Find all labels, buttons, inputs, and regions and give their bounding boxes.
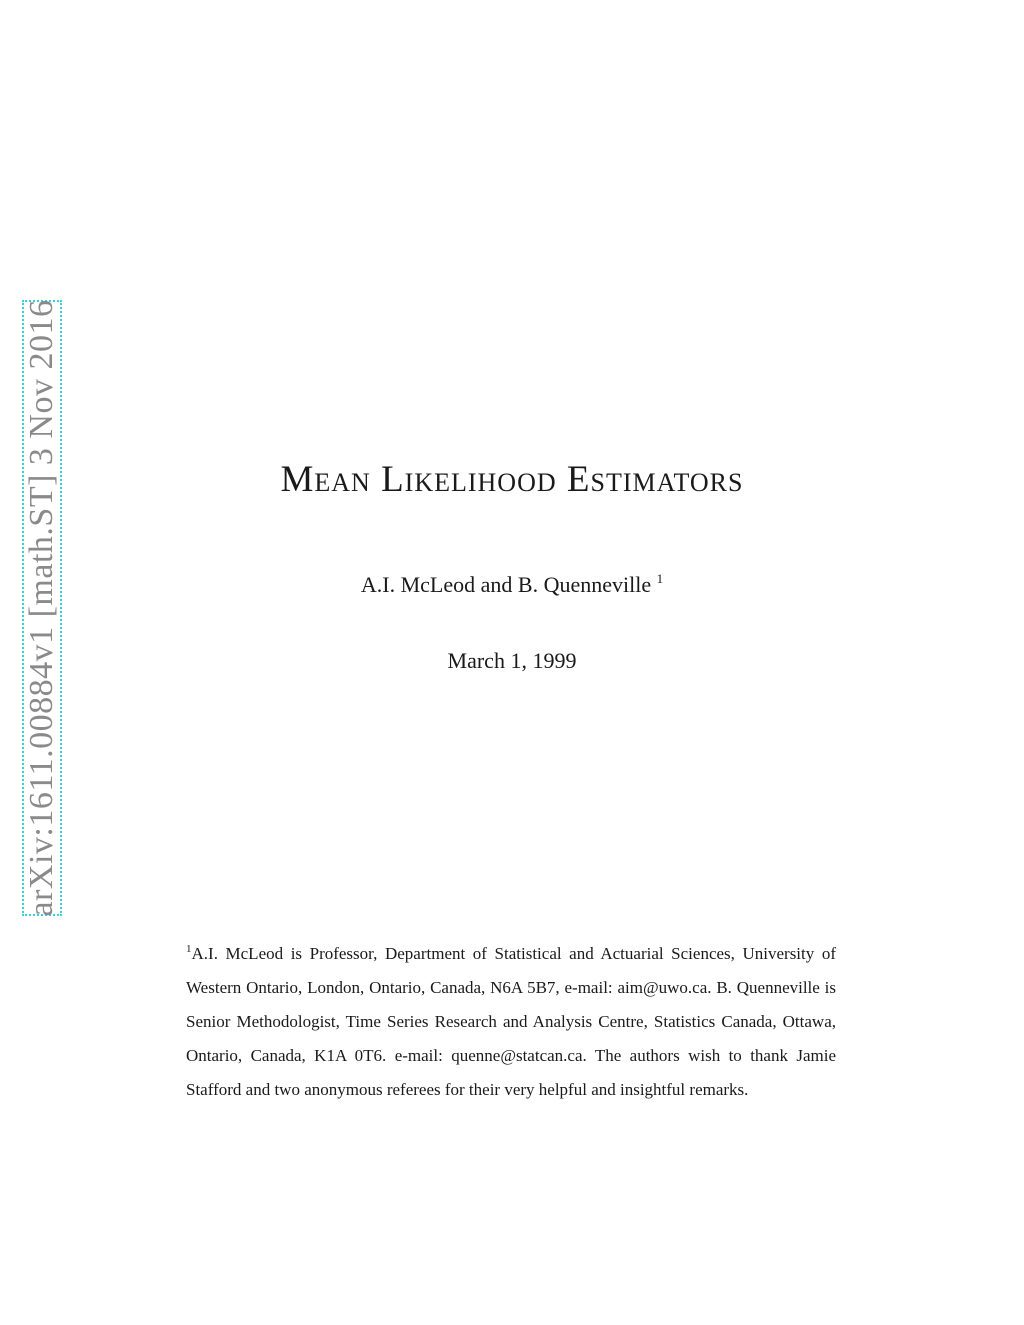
paper-date: March 1, 1999 — [447, 648, 577, 673]
arxiv-identifier: arXiv:1611.00884v1 [math.ST] 3 Nov 2016 — [23, 299, 60, 917]
author-line — [0, 571, 1024, 598]
authors: A.I. McLeod and B. Quenneville — [360, 572, 652, 597]
paper-title: Mean Likelihood Estimators — [280, 459, 744, 500]
arxiv-stamp — [22, 300, 62, 916]
footnote-mark: 1 — [186, 943, 192, 955]
footnote-text: A.I. McLeod is Professor, Department of Statistical and Actuarial Sciences, University of Western Ontario, London, Ontario, Canada, N6A 5B7, e-mail: aim@uwo.ca. B. Quenneville is Senior Methodologist, Time Series Research and Analysis Centre, Statistics Canada, Ottawa, Ontario, Canada, K1A 0T6. e-mail: quenne@statcan.ca. The authors wish to thank Jamie Stafford and two anonymous referees for their very helpful and insightful remarks. — [186, 944, 836, 1099]
author-footnote-mark: 1 — [656, 571, 664, 586]
footnote — [186, 932, 836, 1107]
